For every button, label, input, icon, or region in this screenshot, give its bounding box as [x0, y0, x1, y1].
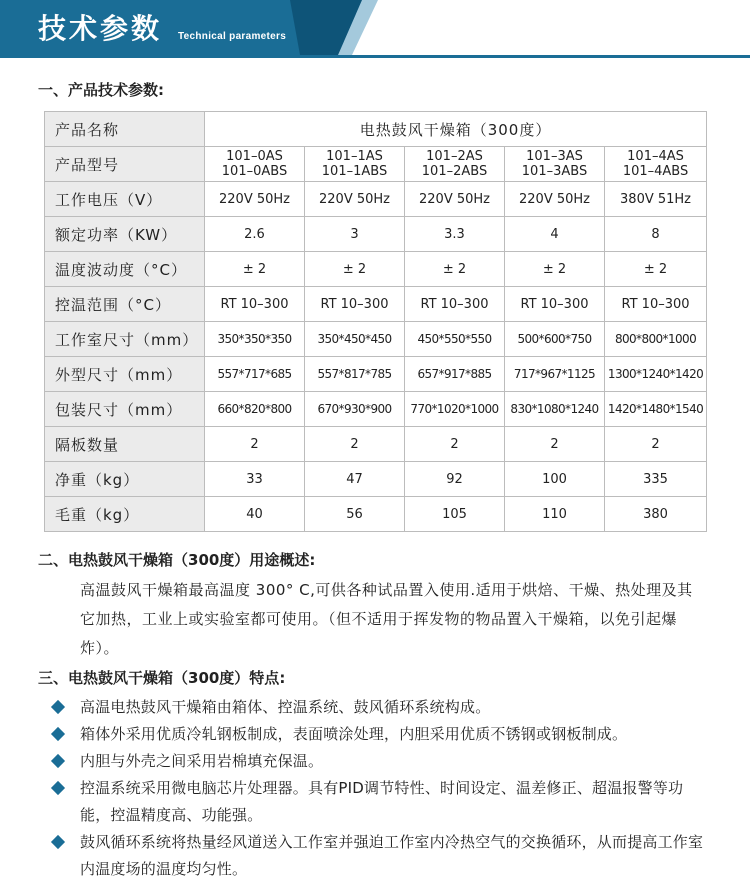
diamond-bullet-icon — [51, 835, 65, 849]
table-row — [45, 462, 707, 497]
table-cell: 47 — [305, 462, 405, 497]
table-cell: 220V 50Hz — [505, 182, 605, 217]
table-cell: 660*820*800 — [205, 392, 305, 427]
table-row — [45, 357, 707, 392]
table-cell: 2.6 — [205, 217, 305, 252]
table-cell: 4 — [505, 217, 605, 252]
table-cell: ± 2 — [405, 252, 505, 287]
feature-text: 内胆与外壳之间采用岩棉填充保温。 — [80, 752, 324, 770]
diamond-bullet-icon — [51, 781, 65, 795]
list-item — [50, 721, 710, 748]
list-item — [50, 748, 710, 775]
feature-list — [50, 694, 710, 883]
section3-heading: 三、电热鼓风干燥箱（300度）特点: — [38, 669, 286, 687]
table-cell: 657*917*885 — [405, 357, 505, 392]
spec-table — [44, 111, 707, 532]
banner-title: 技术参数 — [38, 12, 163, 45]
table-row — [45, 147, 707, 182]
table-cell: 770*1020*1000 — [405, 392, 505, 427]
model-cell: 101–4AS 101–4ABS — [605, 147, 707, 182]
feature-text: 高温电热鼓风干燥箱由箱体、控温系统、鼓风循环系统构成。 — [80, 698, 491, 716]
section2-heading: 二、电热鼓风干燥箱（300度）用途概述: — [38, 551, 316, 569]
row-label: 温度波动度（°C） — [45, 252, 205, 287]
model-cell: 101–3AS 101–3ABS — [505, 147, 605, 182]
row-label: 工作室尺寸（mm） — [45, 322, 205, 357]
table-cell: 3 — [305, 217, 405, 252]
row-label: 包装尺寸（mm） — [45, 392, 205, 427]
table-cell: 500*600*750 — [505, 322, 605, 357]
header-banner — [0, 0, 750, 62]
table-cell: 380 — [605, 497, 707, 532]
table-cell: RT 10–300 — [205, 287, 305, 322]
model-cell: 101–1AS 101–1ABS — [305, 147, 405, 182]
feature-text: 箱体外采用优质冷轧钢板制成，表面喷涂处理，内胆采用优质不锈钢或钢板制成。 — [80, 725, 628, 743]
table-row — [45, 112, 707, 147]
table-cell: 1420*1480*1540 — [605, 392, 707, 427]
table-cell: 557*817*785 — [305, 357, 405, 392]
table-cell: 557*717*685 — [205, 357, 305, 392]
table-cell: 2 — [605, 427, 707, 462]
table-row — [45, 287, 707, 322]
table-cell: 450*550*550 — [405, 322, 505, 357]
row-label: 工作电压（V） — [45, 182, 205, 217]
table-cell: 670*930*900 — [305, 392, 405, 427]
feature-text: 鼓风循环系统将热量经风道送入工作室并强迫工作室内冷热空气的交换循环，从而提高工作室内温度场的温度均匀性。 — [80, 833, 704, 878]
table-cell: 800*800*1000 — [605, 322, 707, 357]
table-row — [45, 392, 707, 427]
product-name: 电热鼓风干燥箱（300度） — [205, 112, 707, 147]
table-row — [45, 427, 707, 462]
feature-text: 控温系统采用微电脑芯片处理器。具有PID调节特性、时间设定、温差修正、超温报警等功能，控温精度高、功能强。 — [80, 779, 684, 824]
table-cell: 3.3 — [405, 217, 505, 252]
table-row — [45, 182, 707, 217]
row-label: 净重（kg） — [45, 462, 205, 497]
row-label: 控温范围（°C） — [45, 287, 205, 322]
table-cell: RT 10–300 — [305, 287, 405, 322]
table-cell: ± 2 — [305, 252, 405, 287]
table-cell: 105 — [405, 497, 505, 532]
table-cell: 220V 50Hz — [305, 182, 405, 217]
table-cell: 220V 50Hz — [205, 182, 305, 217]
table-cell: 40 — [205, 497, 305, 532]
table-cell: 2 — [305, 427, 405, 462]
table-cell: 100 — [505, 462, 605, 497]
section1-heading: 一、产品技术参数: — [38, 81, 164, 99]
list-item — [50, 694, 710, 721]
diamond-bullet-icon — [51, 700, 65, 714]
table-cell: 92 — [405, 462, 505, 497]
model-cell: 101–2AS 101–2ABS — [405, 147, 505, 182]
row-label: 毛重（kg） — [45, 497, 205, 532]
table-cell: 2 — [505, 427, 605, 462]
model-cell: 101–0AS 101–0ABS — [205, 147, 305, 182]
table-cell: 1300*1240*1420 — [605, 357, 707, 392]
table-cell: 380V 51Hz — [605, 182, 707, 217]
table-cell: 33 — [205, 462, 305, 497]
banner-subtitle: Technical parameters — [178, 31, 287, 42]
table-cell: ± 2 — [505, 252, 605, 287]
row-label: 外型尺寸（mm） — [45, 357, 205, 392]
table-cell: 2 — [205, 427, 305, 462]
diamond-bullet-icon — [51, 754, 65, 768]
table-cell: ± 2 — [605, 252, 707, 287]
table-cell: 350*450*450 — [305, 322, 405, 357]
table-cell: RT 10–300 — [505, 287, 605, 322]
table-row — [45, 252, 707, 287]
usage-paragraph: 高温鼓风干燥箱最高温度 300° C,可供各种试品置入使用.适用于烘焙、干燥、热处理及其它加热，工业上或实验室都可使用。（但不适用于挥发物的物品置入干燥箱，以免引起爆炸）。 — [80, 581, 693, 657]
table-cell: 830*1080*1240 — [505, 392, 605, 427]
table-cell: 56 — [305, 497, 405, 532]
table-cell: RT 10–300 — [605, 287, 707, 322]
row-label: 隔板数量 — [45, 427, 205, 462]
table-row — [45, 217, 707, 252]
diamond-bullet-icon — [51, 727, 65, 741]
table-row — [45, 322, 707, 357]
row-label: 产品型号 — [45, 147, 205, 182]
row-label: 额定功率（KW） — [45, 217, 205, 252]
table-cell: 2 — [405, 427, 505, 462]
table-cell: 717*967*1125 — [505, 357, 605, 392]
table-cell: ± 2 — [205, 252, 305, 287]
table-row — [45, 497, 707, 532]
table-cell: RT 10–300 — [405, 287, 505, 322]
table-cell: 8 — [605, 217, 707, 252]
table-cell: 350*350*350 — [205, 322, 305, 357]
list-item — [50, 829, 710, 883]
table-cell: 220V 50Hz — [405, 182, 505, 217]
table-cell: 335 — [605, 462, 707, 497]
table-cell: 110 — [505, 497, 605, 532]
list-item — [50, 775, 710, 829]
row-label: 产品名称 — [45, 112, 205, 147]
